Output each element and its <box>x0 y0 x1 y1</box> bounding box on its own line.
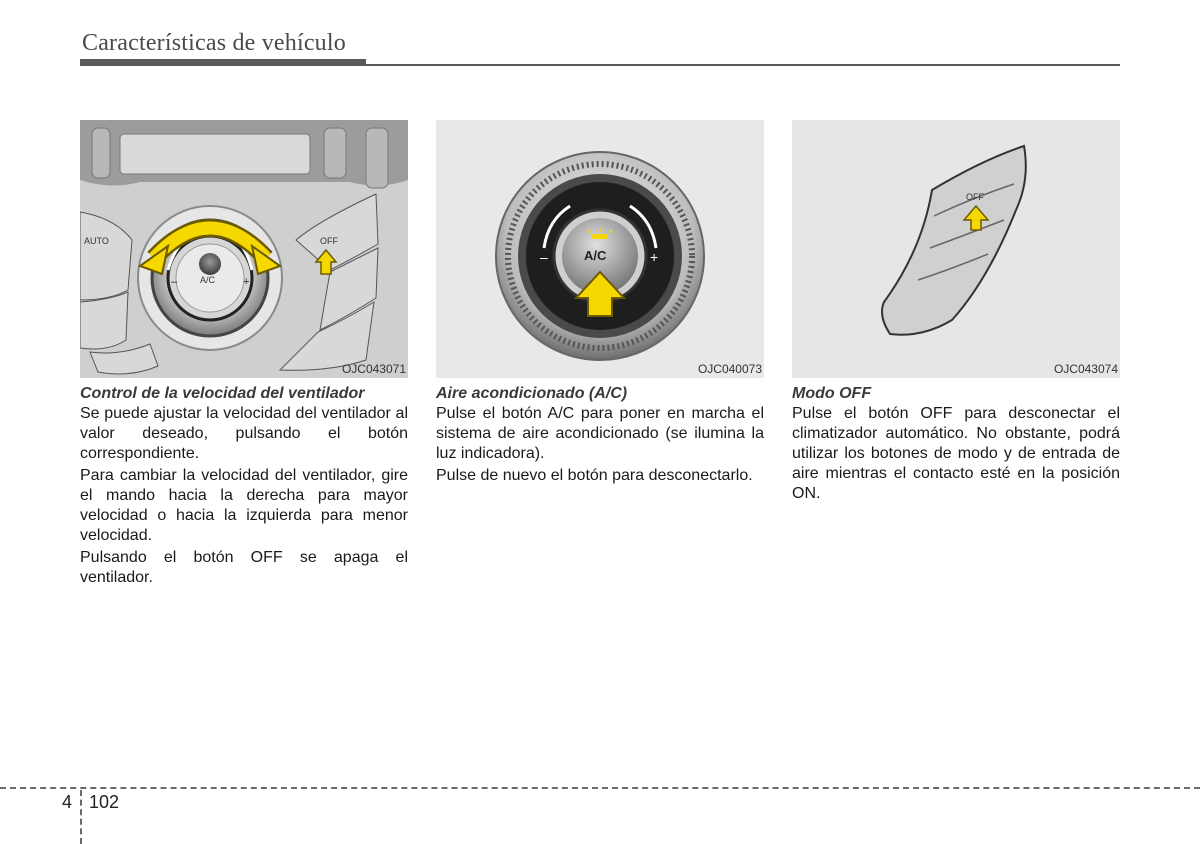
paragraph: Pulsando el botón OFF se apaga el ventilador. <box>80 549 408 586</box>
section-title: Aire acondicionado (A/C) <box>436 385 628 402</box>
label-off: OFF <box>320 236 338 246</box>
page-number: 102 <box>89 792 120 812</box>
footer-vertical-rule <box>80 790 82 844</box>
label-ac: A/C <box>200 275 216 285</box>
page-title: Características de vehículo <box>82 30 346 56</box>
paragraph: Pulse el botón OFF para desconectar el climatizador automático. No obstante, podrá utilizar los botones de modo y de entrada de aire mientras el contacto esté en la posición ON. <box>792 405 1120 502</box>
figure-fan-speed <box>80 120 408 378</box>
label-auto: AUTO <box>84 236 109 246</box>
label-plus: + <box>650 249 659 265</box>
label-minus: – <box>540 249 548 265</box>
paragraph: Se puede ajustar la velocidad del ventilador al valor deseado, pulsando el botón correspondiente. <box>80 405 408 462</box>
paragraph: Pulse de nuevo el botón para desconectarlo. <box>436 467 753 484</box>
section-title: Control de la velocidad del ventilador <box>80 385 365 402</box>
column-air-conditioning <box>436 120 764 488</box>
label-off: OFF <box>966 192 984 202</box>
header-rule-thin <box>366 64 1120 66</box>
ac-knob-illustration <box>436 120 764 378</box>
column-fan-speed <box>80 120 408 590</box>
section-title: Modo OFF <box>792 385 872 402</box>
figure-code: OJC040073 <box>697 362 762 376</box>
chapter-number: 4 <box>62 792 73 812</box>
footer-dashed-rule <box>0 787 1200 789</box>
paragraph: Pulse el botón A/C para poner en marcha el sistema de aire acondicionado (se ilumina la luz indicadora). <box>436 405 764 462</box>
figure-ac <box>436 120 764 378</box>
header-rule-thick <box>80 59 366 66</box>
figure-off-mode <box>792 120 1120 378</box>
label-plus: + <box>243 276 250 288</box>
off-button-illustration <box>792 120 1120 378</box>
label-ac: A/C <box>584 248 607 263</box>
column-off-mode <box>792 120 1120 506</box>
climate-panel-illustration <box>80 120 408 378</box>
figure-code: OJC043074 <box>1053 362 1118 376</box>
figure-code: OJC043071 <box>341 362 406 376</box>
paragraph: Para cambiar la velocidad del ventilador, gire el mando hacia la derecha para mayor velocidad o hacia la izquierda para menor velocidad. <box>80 467 408 544</box>
label-minus: – <box>171 276 178 288</box>
